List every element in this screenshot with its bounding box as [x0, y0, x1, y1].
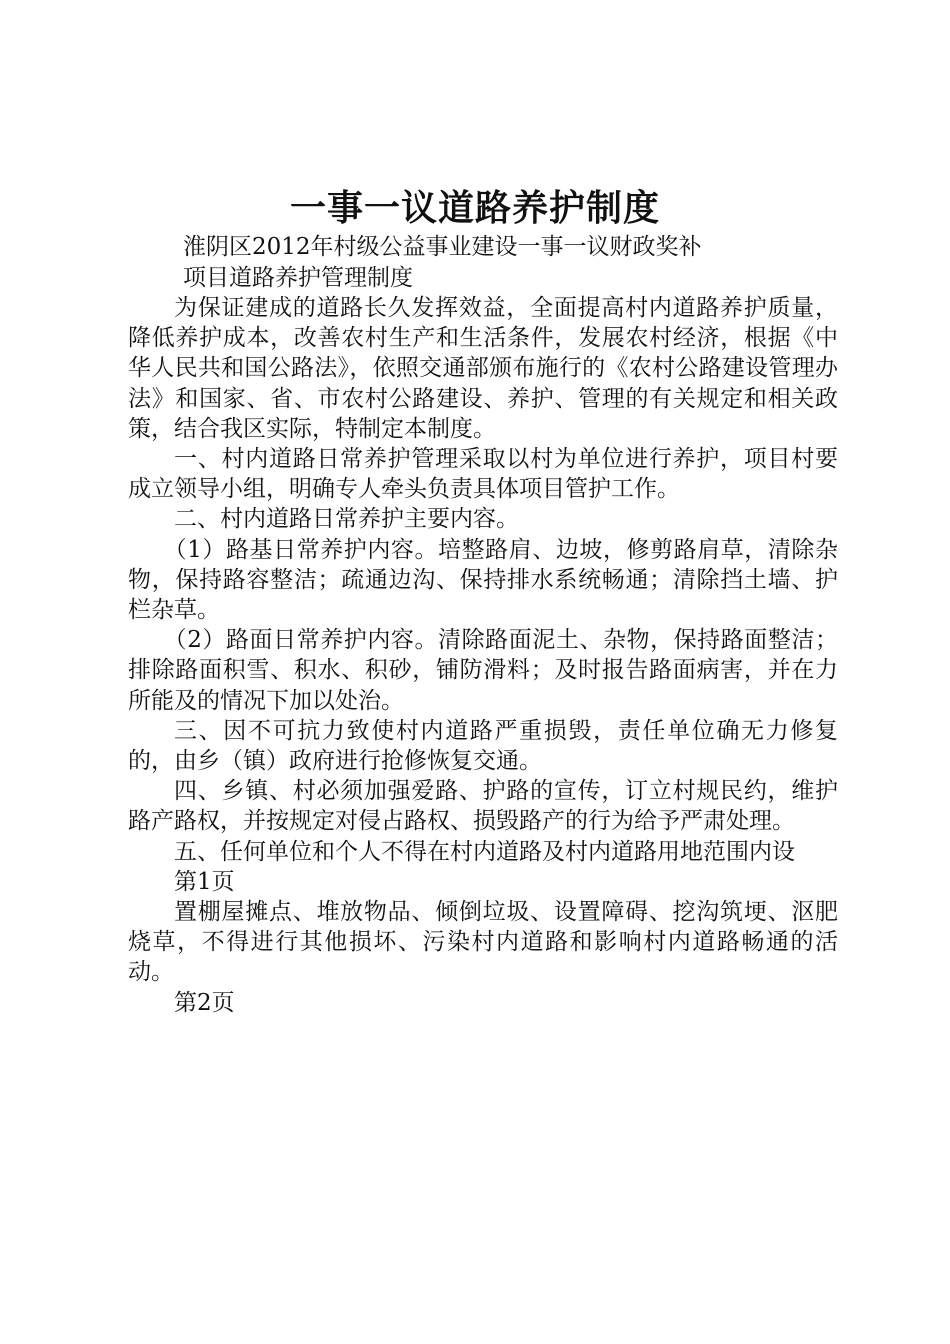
paragraph-preamble: 为保证建成的道路长久发挥效益，全面提高村内道路养护质量，降低养护成本，改善农村生产和生活条件，发展农村经济，根据《中华人民共和国公路法》，依照交通部颁布施行的《农村公路建设管理办法》和国家、省、市农村公路建设、养护、管理的有关规定和相关政策，结合我区实际，特制定本制度。: [128, 295, 838, 442]
document-subtitle-line-1: 淮阴区2012年村级公益事业建设一事一议财政奖补: [183, 234, 702, 260]
page-marker-1: 第1页: [174, 868, 235, 895]
document-body: [128, 293, 838, 1018]
document-title: 一事一议道路养护制度: [289, 187, 660, 229]
paragraph-item-2: 二、村内道路日常养护主要内容。: [174, 506, 519, 533]
document-subtitle-line-2: 项目道路养护管理制度: [183, 265, 413, 291]
paragraph-item-3: 三、因不可抗力致使村内道路严重损毁，责任单位确无力修复的，由乡（镇）政府进行抢修恢复交通。: [128, 717, 838, 775]
paragraph-item-1: 一、村内道路日常养护管理采取以村为单位进行养护，项目村要成立领导小组，明确专人牵头负责具体项目管护工作。: [128, 446, 838, 503]
paragraph-item-5-continued: 置棚屋摊点、堆放物品、倾倒垃圾、设置障碍、挖沟筑埂、沤肥烧草，不得进行其他损坏、污染村内道路和影响村内道路畅通的活动。: [128, 899, 838, 986]
paragraph-item-4: 四、乡镇、村必须加强爱路、护路的宣传，订立村规民约，维护路产路权，并按规定对侵占路权、损毁路产的行为给予严肃处理。: [128, 778, 838, 835]
paragraph-item-2-2: （2）路面日常养护内容。清除路面泥土、杂物，保持路面整洁；排除路面积雪、积水、积砂，铺防滑料；及时报告路面病害，并在力所能及的情况下加以处治。: [128, 627, 838, 714]
page-marker-2: 第2页: [174, 989, 235, 1016]
paragraph-item-5: 五、任何单位和个人不得在村内道路及村内道路用地范围内设: [174, 838, 795, 865]
paragraph-item-2-1: （1）路基日常养护内容。培整路肩、边坡，修剪路肩草，清除杂物，保持路容整洁；疏通边沟、保持排水系统畅通；清除挡土墙、护栏杂草。: [128, 536, 838, 624]
